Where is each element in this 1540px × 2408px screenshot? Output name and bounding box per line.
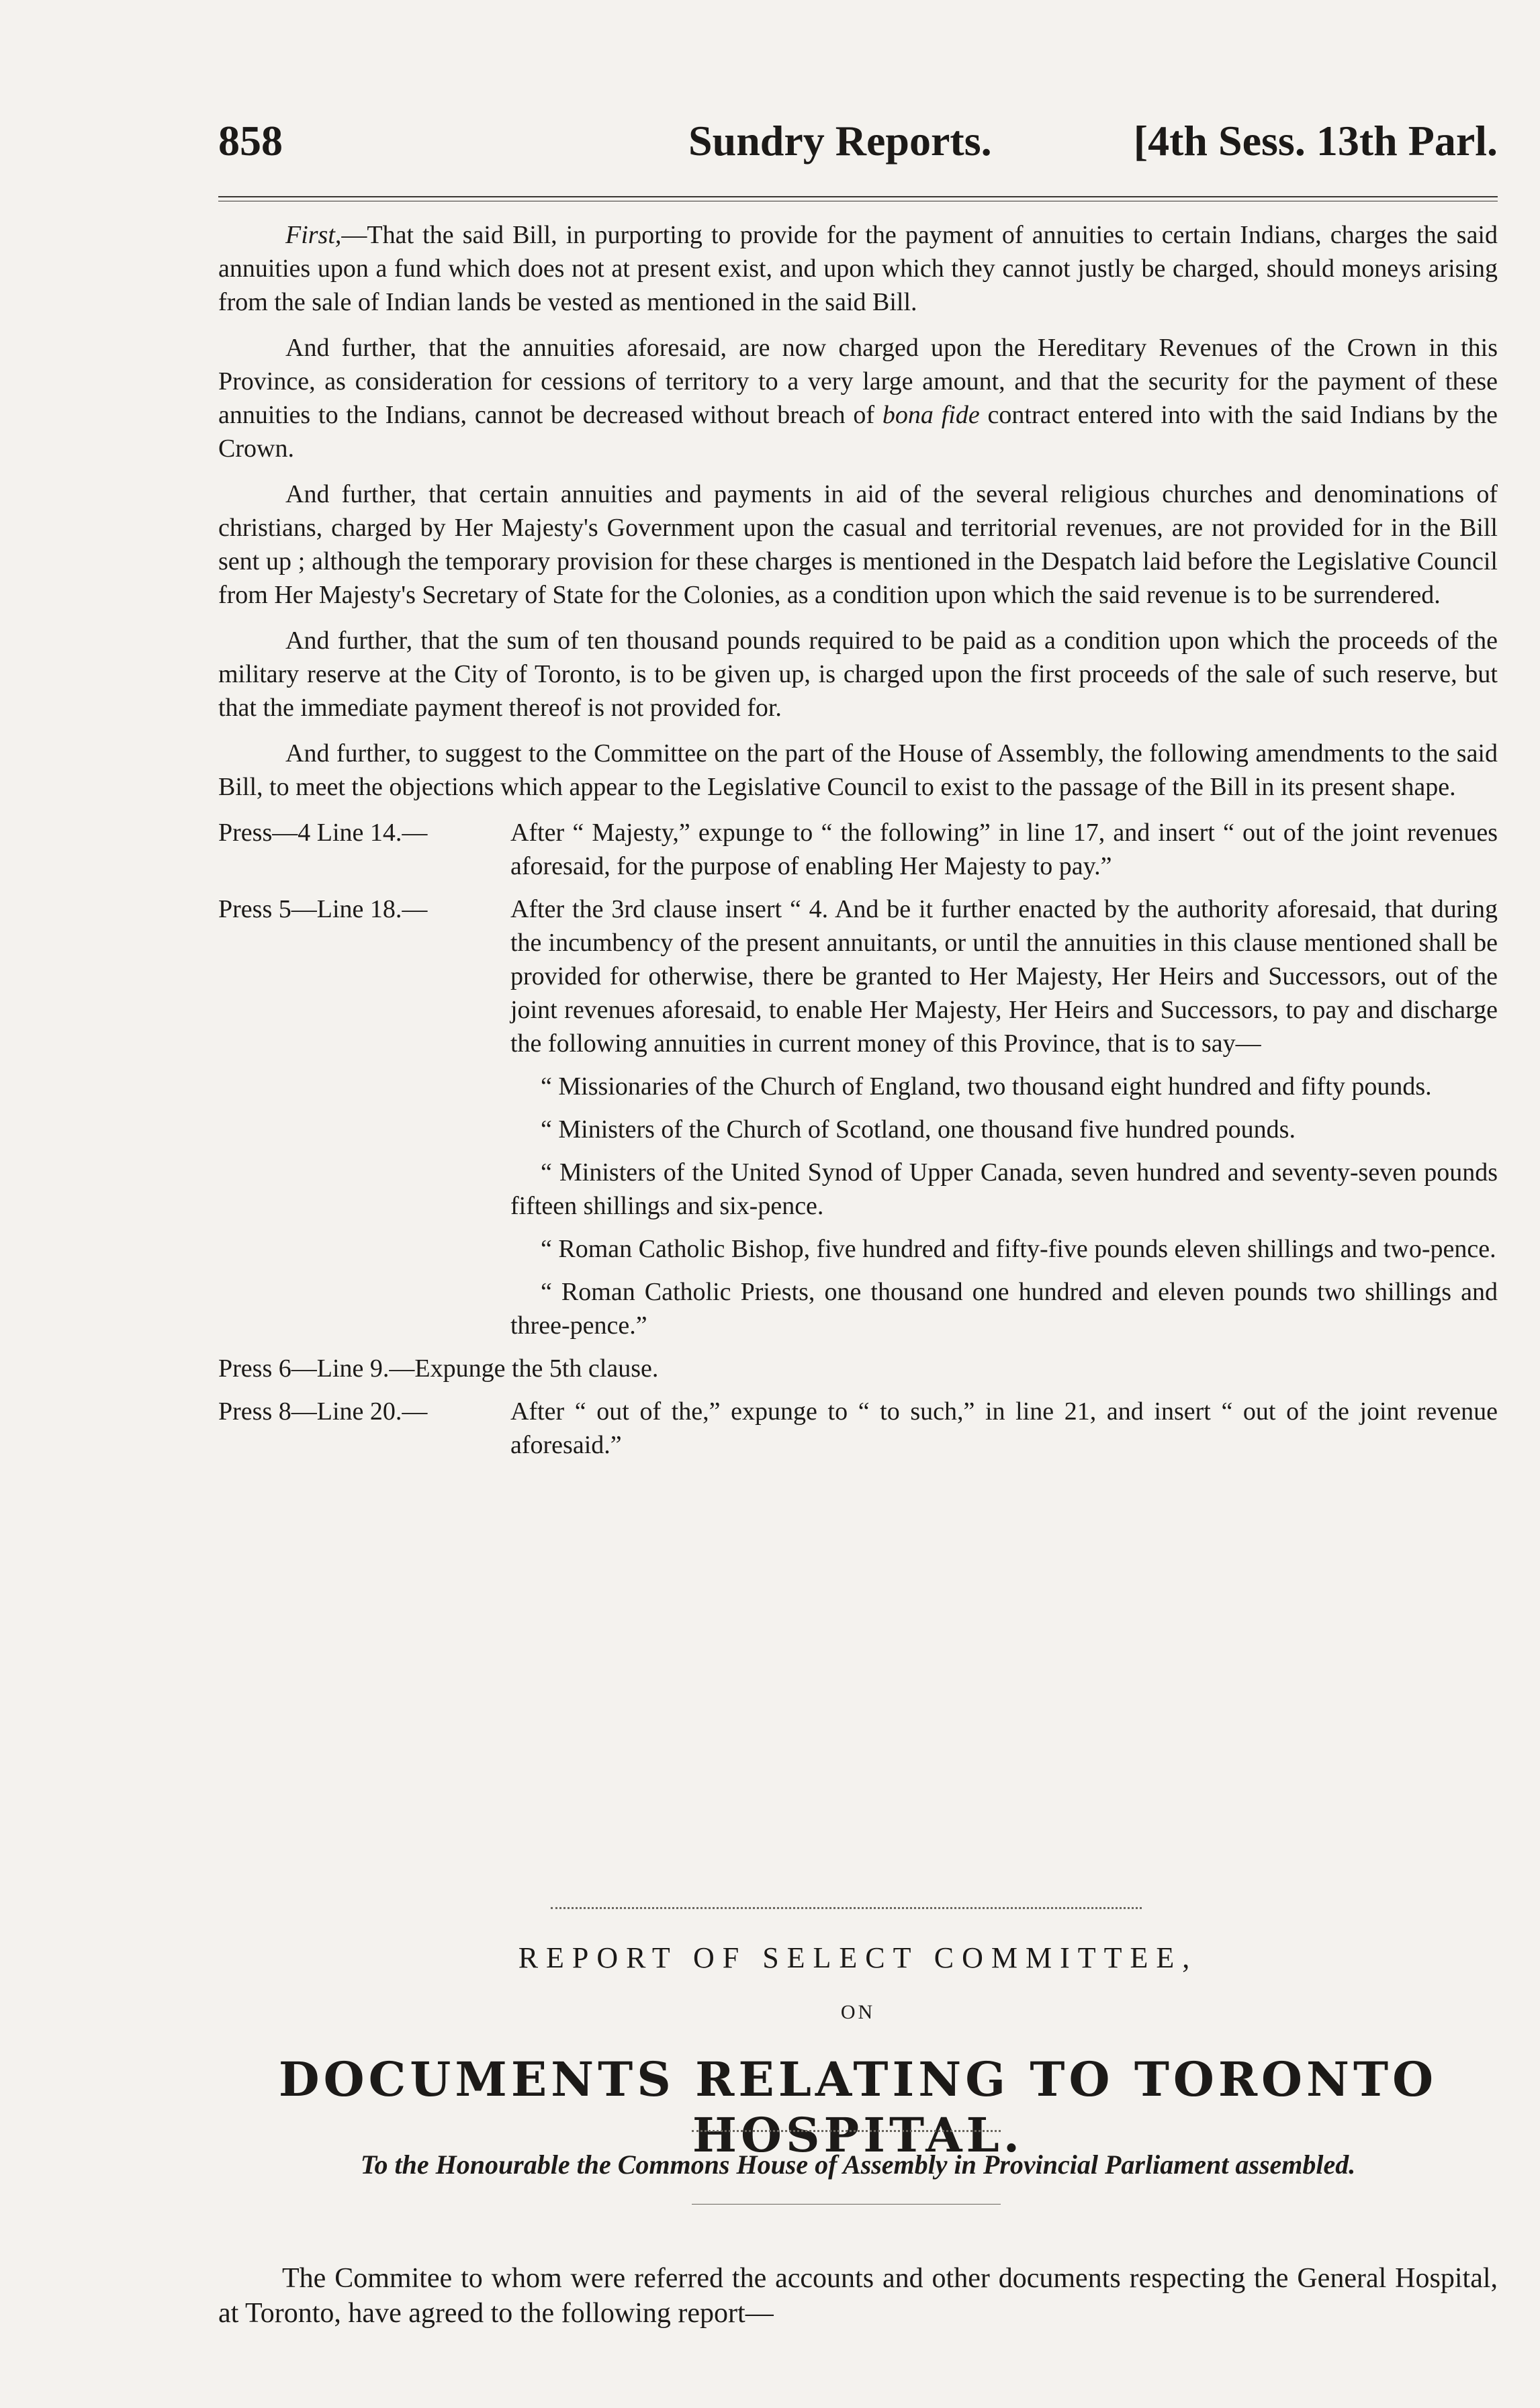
- paragraph-amendments: And further, to suggest to the Committee on the part of the House of Assembly, the following amendments to the said Bill, to meet the objections which appear to the Legislative Council to exist to the passage of the Bill in its present shape.: [218, 739, 1498, 801]
- running-header: [218, 111, 1498, 171]
- document-body: [218, 218, 1498, 1471]
- page-number: 858: [218, 117, 283, 165]
- paragraph-churches: And further, that certain annuities and payments in aid of the several religious churches and denominations of christians, charged by Her Majesty's Government upon the casual and territorial revenues, are not provided for in the Bill sent up ; although the temporary provision for these charges is mentioned in the Despatch laid before the Legislative Council from Her Majesty's Secretary of State for the Colonies, as a condition upon which the said revenue is to be surrendered.: [218, 480, 1498, 609]
- amendment-text: After “ Majesty,” expunge to “ the following” in line 17, and insert “ out of the joint revenues aforesaid, for the purpose of enabling Her Majesty to pay.”: [510, 819, 1498, 880]
- paragraph-military-reserve: And further, that the sum of ten thousand pounds required to be paid as a condition upon which the proceeds of the military reserve at the City of Toronto, is to be given up, is charged upon the first proceeds of the sale of such reserve, but that the immediate payment thereof is not provided for.: [218, 627, 1498, 722]
- amendment-press-8: [218, 1395, 1498, 1462]
- amendment-press-6: [218, 1352, 1498, 1385]
- paragraph-lead: First,: [285, 221, 342, 249]
- amendment-label: Press 8—Line 20.—: [218, 1397, 428, 1426]
- paragraph-text: contract entered into with the said Indians by the Crown.: [218, 401, 1498, 463]
- amendment-text: Expunge the 5th clause.: [414, 1354, 659, 1383]
- annuity-item: “ Missionaries of the Church of England, two thousand eight hundred and fifty pounds.: [541, 1072, 1432, 1101]
- paragraph-text: And further, that the annuities aforesaid, are now charged upon the Hereditary Revenues of the Crown in this Province, as consideration for cessions of territory to a very large amount, and that the security for the payment of these annuities to the Indians, cannot be decreased without breach of: [218, 334, 1498, 429]
- report-address: To the Honourable the Commons House of Assembly in Provincial Parliament assembled.: [360, 2149, 1356, 2180]
- paragraph-annuities: [218, 331, 1498, 465]
- section-title: Sundry Reports.: [688, 117, 992, 165]
- amendment-text: After the 3rd clause insert “ 4. And be it further enacted by the authority aforesaid, that during the incumbency of the present annuitants, or until the annuities in this clause mentioned shall be provided for otherwise, there be granted to Her Majesty, Her Heirs and Successors, out of the joint revenues aforesaid, to enable Her Majesty, Her Heirs and Successors, to pay and discharge the following annuities in current money of this Province, that is to say—: [510, 895, 1498, 1058]
- amendment-label: Press 5—Line 18.—: [218, 895, 428, 923]
- amendment-label: Press 6—Line 9.—: [218, 1354, 415, 1383]
- report-opening: The Commitee to whom were referred the accounts and other documents respecting the General Hospital, at Toronto, have agreed to the following report—: [218, 2263, 1498, 2329]
- report-on: ON: [840, 2001, 876, 2023]
- section-divider: [551, 1907, 1142, 1909]
- session-label: [4th Sess. 13th Parl.: [1133, 117, 1498, 165]
- annuity-item: “ Roman Catholic Bishop, five hundred and fifty-five pounds eleven shillings and two-pence.: [541, 1235, 1496, 1263]
- italic-phrase: bona fide: [882, 401, 980, 429]
- paragraph-text: —That the said Bill, in purporting to provide for the payment of annuities to certain Indians, charges the said annuities upon a fund which does not at present exist, and upon which they cannot justly be charged, should moneys arising from the sale of Indian lands be vested as mentioned in the said Bill.: [218, 221, 1498, 316]
- annuity-item: “ Ministers of the Church of Scotland, one thousand five hundred pounds.: [541, 1115, 1296, 1144]
- annuity-item: “ Roman Catholic Priests, one thousand one hundred and eleven pounds two shillings and three-pence.”: [510, 1278, 1498, 1340]
- annuity-item: “ Ministers of the United Synod of Upper Canada, seven hundred and seventy-seven pounds fifteen shillings and six-pence.: [510, 1158, 1498, 1220]
- paragraph-first: [218, 218, 1498, 319]
- amendment-press-4: [218, 816, 1498, 883]
- report-heading: REPORT OF SELECT COMMITTEE,: [518, 1941, 1198, 1974]
- amendment-press-5: [218, 892, 1498, 1060]
- subject-divider: [692, 2130, 1001, 2132]
- header-rule: [218, 196, 1498, 201]
- amendment-text: After “ out of the,” expunge to “ to such,” in line 21, and insert “ out of the joint revenue aforesaid.”: [510, 1397, 1498, 1459]
- amendment-label: Press—4 Line 14.—: [218, 819, 428, 847]
- report-subject: DOCUMENTS RELATING TO TORONTO HOSPITAL.: [278, 2051, 1438, 2163]
- address-divider: [692, 2204, 1001, 2205]
